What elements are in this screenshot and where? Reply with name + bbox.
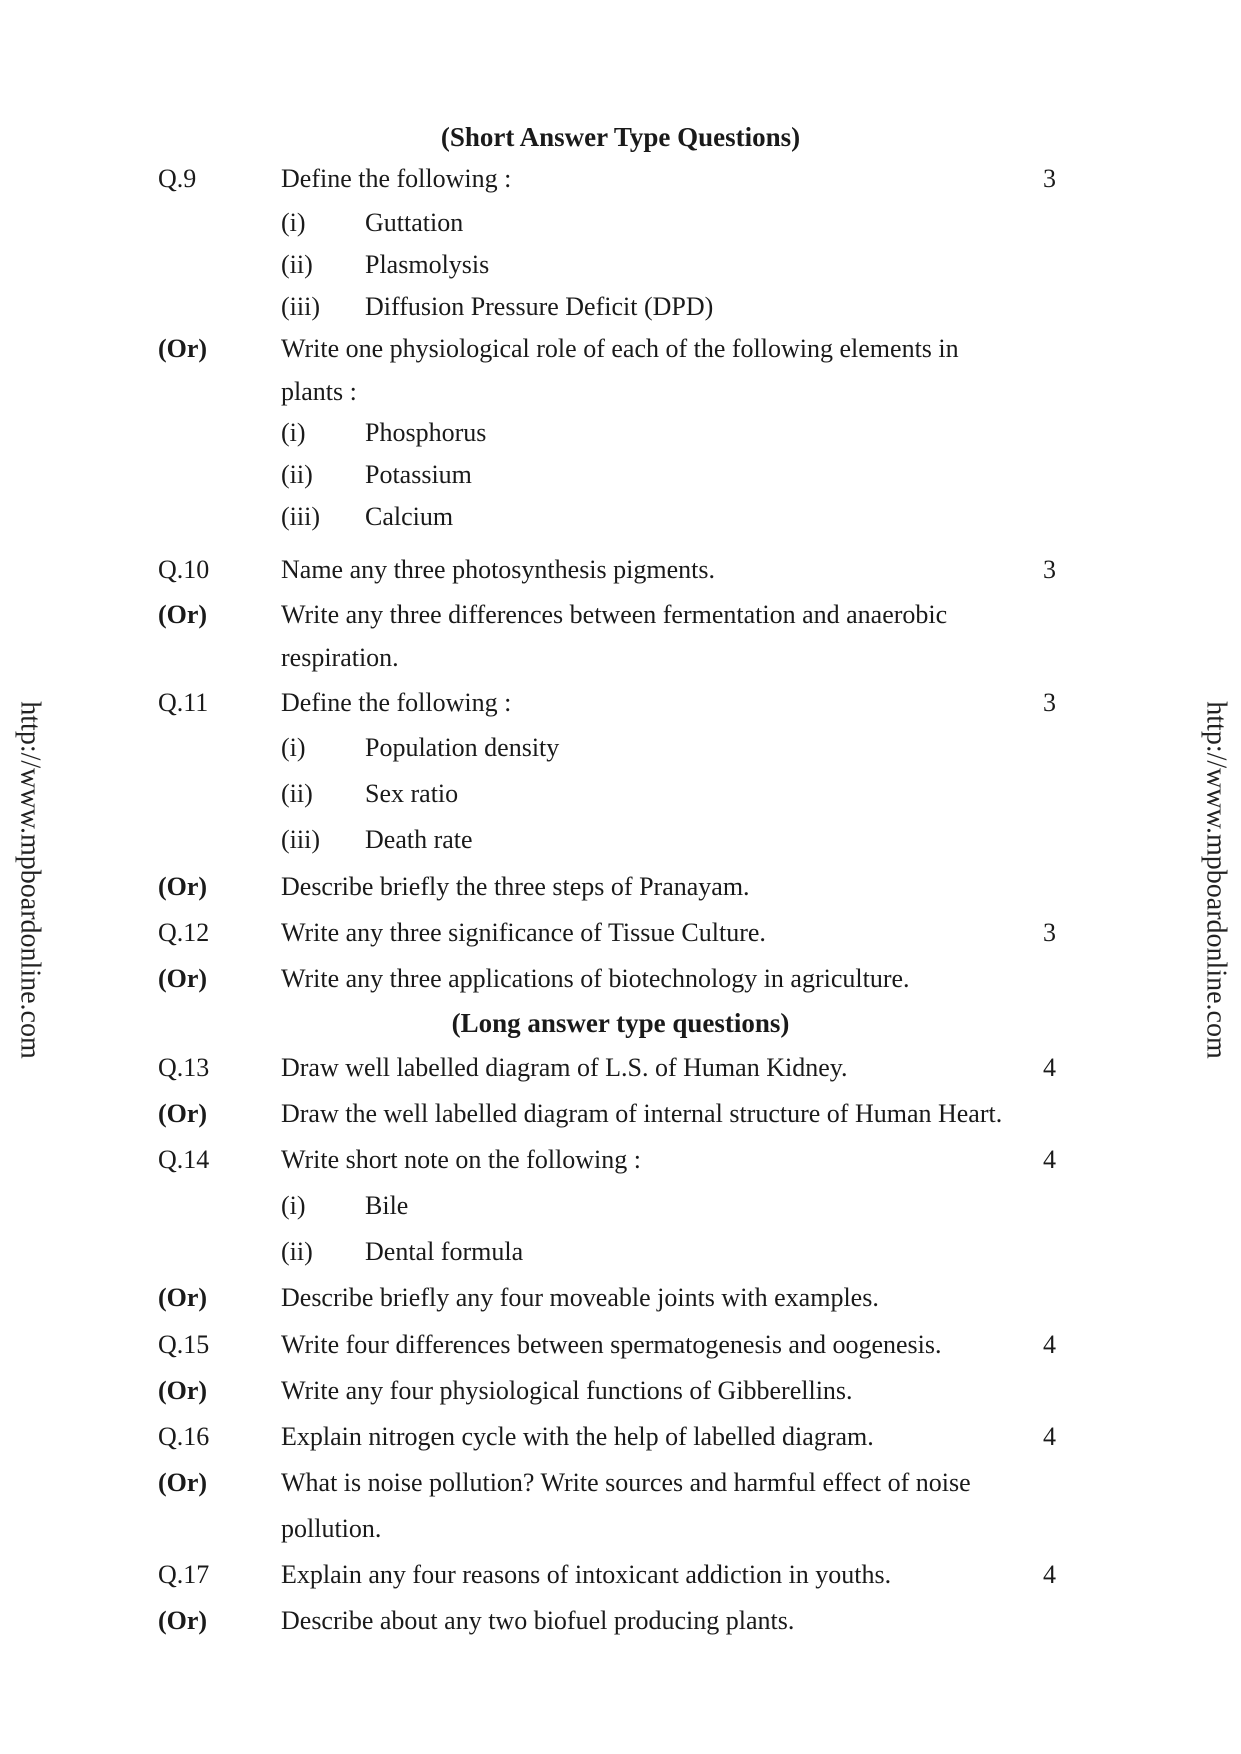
- question-marks: 3: [1043, 918, 1056, 947]
- question-marks: 4: [1043, 1053, 1056, 1082]
- continuation-row: [0, 1514, 1241, 1554]
- question-number: Q.16: [158, 1422, 210, 1451]
- question-text: Explain nitrogen cycle with the help of labelled diagram.: [281, 1422, 874, 1451]
- short-answer-heading: (Short Answer Type Questions): [440, 122, 801, 152]
- question-marks: 4: [1043, 1560, 1056, 1589]
- sub-item-row: [0, 292, 1241, 332]
- or-row: [0, 600, 1241, 640]
- or-label: (Or): [158, 1606, 208, 1635]
- sub-item-text: Plasmolysis: [365, 250, 490, 279]
- or-row: [0, 334, 1241, 374]
- question-number: Q.14: [158, 1145, 210, 1174]
- continuation-row: [0, 377, 1241, 417]
- question-number: Q.15: [158, 1330, 210, 1359]
- sub-item-number: (iii): [281, 502, 320, 531]
- sub-item-text: Death rate: [365, 825, 473, 854]
- sub-item-number: (i): [281, 1191, 306, 1220]
- question-row: [0, 1560, 1241, 1600]
- question-marks: 3: [1043, 164, 1056, 193]
- question-text: Write any three significance of Tissue Culture.: [281, 918, 766, 947]
- or-row: [0, 1376, 1241, 1416]
- sub-item-number: (ii): [281, 250, 313, 279]
- question-number: Q.12: [158, 918, 210, 947]
- or-text: Write any three differences between fermentation and anaerobic: [281, 600, 948, 629]
- question-marks: 3: [1043, 555, 1056, 584]
- side-watermark-right-text: http://www.mpboardonline.com: [1201, 701, 1232, 1059]
- question-number: Q.9: [158, 164, 197, 193]
- or-label: (Or): [158, 964, 208, 993]
- or-label: (Or): [158, 334, 208, 363]
- question-text: Define the following :: [281, 688, 512, 717]
- sub-item-text: Diffusion Pressure Deficit (DPD): [365, 292, 714, 321]
- sub-item-number: (ii): [281, 779, 313, 808]
- continuation-text: respiration.: [281, 643, 399, 672]
- sub-item-row: [0, 1191, 1241, 1231]
- sub-item-text: Guttation: [365, 208, 464, 237]
- or-label: (Or): [158, 600, 208, 629]
- sub-item-row: [0, 502, 1241, 542]
- or-text: What is noise pollution? Write sources and harmful effect of noise: [281, 1468, 971, 1497]
- question-row: [0, 688, 1241, 728]
- sub-item-number: (i): [281, 733, 306, 762]
- or-text: Write any three applications of biotechnology in agriculture.: [281, 964, 910, 993]
- question-row: [0, 164, 1241, 204]
- sub-item-text: Phosphorus: [365, 418, 487, 447]
- sub-item-text: Bile: [365, 1191, 409, 1220]
- or-text: Describe briefly the three steps of Pranayam.: [281, 872, 750, 901]
- question-row: [0, 1330, 1241, 1370]
- or-label: (Or): [158, 1468, 208, 1497]
- or-label: (Or): [158, 872, 208, 901]
- or-text: Draw the well labelled diagram of internal structure of Human Heart.: [281, 1099, 1003, 1128]
- or-label: (Or): [158, 1376, 208, 1405]
- question-text: Define the following :: [281, 164, 512, 193]
- sub-item-row: [0, 733, 1241, 773]
- continuation-text: plants :: [281, 377, 357, 406]
- sub-item-row: [0, 250, 1241, 290]
- side-watermark-left-text: http://www.mpboardonline.com: [15, 701, 46, 1059]
- or-row: [0, 1606, 1241, 1646]
- or-text: Write any four physiological functions of Gibberellins.: [281, 1376, 853, 1405]
- question-marks: 4: [1043, 1422, 1056, 1451]
- or-text: Describe about any two biofuel producing plants.: [281, 1606, 795, 1635]
- sub-item-row: [0, 208, 1241, 248]
- question-row: [0, 918, 1241, 958]
- question-text: Write four differences between spermatogenesis and oogenesis.: [281, 1330, 942, 1359]
- question-row: [0, 1145, 1241, 1185]
- sub-item-text: Population density: [365, 733, 560, 762]
- question-row: [0, 555, 1241, 595]
- question-text: Name any three photosynthesis pigments.: [281, 555, 715, 584]
- sub-item-text: Potassium: [365, 460, 472, 489]
- sub-item-row: [0, 460, 1241, 500]
- sub-item-number: (i): [281, 418, 306, 447]
- sub-item-number: (iii): [281, 825, 320, 854]
- sub-item-number: (ii): [281, 1237, 313, 1266]
- sub-item-row: [0, 418, 1241, 458]
- question-text: Draw well labelled diagram of L.S. of Human Kidney.: [281, 1053, 848, 1082]
- sub-item-text: Dental formula: [365, 1237, 524, 1266]
- sub-item-text: Calcium: [365, 502, 454, 531]
- or-label: (Or): [158, 1099, 208, 1128]
- or-row: [0, 1468, 1241, 1508]
- sub-item-row: [0, 779, 1241, 819]
- question-marks: 4: [1043, 1145, 1056, 1174]
- sub-item-number: (ii): [281, 460, 313, 489]
- sub-item-row: [0, 825, 1241, 865]
- question-number: Q.11: [158, 688, 209, 717]
- question-row: [0, 1422, 1241, 1462]
- or-text: Write one physiological role of each of the following elements in: [281, 334, 959, 363]
- sub-item-number: (iii): [281, 292, 320, 321]
- or-row: [0, 1099, 1241, 1139]
- continuation-row: [0, 643, 1241, 683]
- question-marks: 4: [1043, 1330, 1056, 1359]
- question-text: Write short note on the following :: [281, 1145, 642, 1174]
- continuation-text: pollution.: [281, 1514, 382, 1543]
- or-text: Describe briefly any four moveable joints with examples.: [281, 1283, 879, 1312]
- question-number: Q.10: [158, 555, 210, 584]
- question-number: Q.17: [158, 1560, 210, 1589]
- or-label: (Or): [158, 1283, 208, 1312]
- or-row: [0, 964, 1241, 1004]
- question-marks: 3: [1043, 688, 1056, 717]
- question-text: Explain any four reasons of intoxicant addiction in youths.: [281, 1560, 892, 1589]
- or-row: [0, 872, 1241, 912]
- question-number: Q.13: [158, 1053, 210, 1082]
- sub-item-number: (i): [281, 208, 306, 237]
- or-row: [0, 1283, 1241, 1323]
- long-answer-heading: (Long answer type questions): [451, 1008, 790, 1038]
- sub-item-text: Sex ratio: [365, 779, 459, 808]
- question-row: [0, 1053, 1241, 1093]
- sub-item-row: [0, 1237, 1241, 1277]
